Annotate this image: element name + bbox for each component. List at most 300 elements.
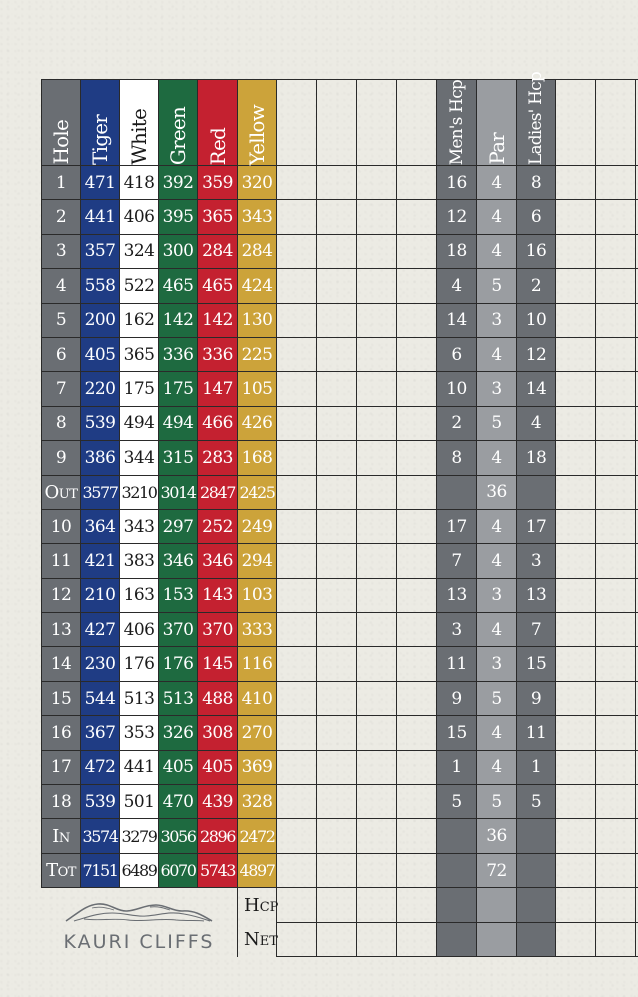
score-cell-player-3-score[interactable]	[357, 338, 397, 372]
header-hole	[41, 79, 81, 166]
red-tee-cell: 145	[198, 647, 238, 681]
red-tee-cell: 2896	[198, 819, 238, 853]
yellow-tee-cell: 4897	[238, 854, 277, 888]
score-cell-player-4-score[interactable]	[397, 854, 437, 888]
score-cell-player-6-score[interactable]	[596, 407, 636, 441]
net-cell-player-3-score[interactable]	[357, 923, 397, 957]
score-cell-player-6-score[interactable]	[596, 579, 636, 613]
score-cell-player-6-score[interactable]	[596, 269, 636, 303]
hole-cell: 6	[41, 338, 81, 372]
score-cell-player-3-score[interactable]	[357, 304, 397, 338]
score-cell-player-5-score[interactable]	[556, 854, 596, 888]
score-cell-player-5-score[interactable]	[556, 166, 596, 200]
par-cell: 4	[477, 510, 517, 544]
score-cell-player-1-score[interactable]	[277, 751, 317, 785]
score-cell-player-4-score[interactable]	[397, 682, 437, 716]
hcp-cell-player-6-score[interactable]	[596, 888, 636, 922]
net-cell-par	[477, 923, 517, 957]
score-cell-player-3-score[interactable]	[357, 441, 397, 475]
red-tee-cell: 439	[198, 785, 238, 819]
par-cell: 72	[477, 854, 517, 888]
score-cell-player-4-score[interactable]	[397, 372, 437, 406]
mens-hcp-cell	[437, 854, 477, 888]
score-cell-player-5-score[interactable]	[556, 304, 596, 338]
score-cell-player-3-score[interactable]	[357, 613, 397, 647]
ladies-hcp-cell	[517, 476, 556, 510]
ladies-hcp-cell: 2	[517, 269, 556, 303]
header-yellow-tee	[238, 79, 277, 166]
score-cell-player-6-score[interactable]	[596, 166, 636, 200]
score-cell-player-6-score[interactable]	[596, 544, 636, 578]
net-cell-player-6-score[interactable]	[596, 923, 636, 957]
mens-hcp-cell: 13	[437, 579, 477, 613]
net-cell-player-1-score[interactable]	[277, 923, 317, 957]
score-cell-player-4-score[interactable]	[397, 166, 437, 200]
score-cell-player-1-score[interactable]	[277, 476, 317, 510]
score-cell-player-1-score[interactable]	[277, 613, 317, 647]
header-player-3-score	[357, 79, 397, 166]
score-cell-player-5-score[interactable]	[556, 579, 596, 613]
net-cell-mens-hcp	[437, 923, 477, 957]
mens-hcp-cell: 4	[437, 269, 477, 303]
header-red-tee-label: Red	[205, 127, 230, 165]
score-cell-player-6-score[interactable]	[596, 441, 636, 475]
red-tee-cell: 5743	[198, 854, 238, 888]
mens-hcp-cell: 9	[437, 682, 477, 716]
score-cell-player-5-score[interactable]	[556, 751, 596, 785]
score-cell-player-2-score[interactable]	[317, 372, 357, 406]
score-cell-player-3-score[interactable]	[357, 166, 397, 200]
score-cell-player-5-score[interactable]	[556, 544, 596, 578]
yellow-tee-cell: 424	[238, 269, 277, 303]
score-cell-player-5-score[interactable]	[556, 510, 596, 544]
score-cell-player-4-score[interactable]	[397, 200, 437, 234]
score-cell-player-1-score[interactable]	[277, 854, 317, 888]
green-tee-cell: 142	[159, 304, 198, 338]
white-tee-cell: 162	[120, 304, 159, 338]
par-cell: 3	[477, 647, 517, 681]
score-cell-player-2-score[interactable]	[317, 716, 357, 750]
score-cell-player-5-score[interactable]	[556, 269, 596, 303]
red-tee-cell: 336	[198, 338, 238, 372]
red-tee-cell: 365	[198, 200, 238, 234]
score-cell-player-1-score[interactable]	[277, 235, 317, 269]
score-cell-player-5-score[interactable]	[556, 819, 596, 853]
score-cell-player-3-score[interactable]	[357, 510, 397, 544]
tiger-tee-cell: 539	[81, 785, 120, 819]
red-tee-cell: 2847	[198, 476, 238, 510]
white-tee-cell: 383	[120, 544, 159, 578]
white-tee-cell: 176	[120, 647, 159, 681]
header-par	[477, 79, 517, 166]
green-tee-cell: 336	[159, 338, 198, 372]
net-cell-player-2-score[interactable]	[317, 923, 357, 957]
white-tee-cell: 441	[120, 751, 159, 785]
score-cell-player-6-score[interactable]	[596, 200, 636, 234]
score-cell-player-3-score[interactable]	[357, 200, 397, 234]
white-tee-cell: 494	[120, 407, 159, 441]
header-ladies-hcp-label: Ladies' Hcp	[526, 71, 546, 165]
green-tee-cell: 392	[159, 166, 198, 200]
score-cell-player-3-score[interactable]	[357, 269, 397, 303]
hole-cell: 2	[41, 200, 81, 234]
par-cell: 3	[477, 304, 517, 338]
score-cell-player-1-score[interactable]	[277, 166, 317, 200]
score-cell-player-2-score[interactable]	[317, 304, 357, 338]
hcp-cell-mens-hcp	[437, 888, 477, 922]
green-tee-cell: 3014	[159, 476, 198, 510]
hole-cell: Out	[41, 476, 81, 510]
hole-cell: 11	[41, 544, 81, 578]
yellow-tee-cell: 328	[238, 785, 277, 819]
score-cell-player-1-score[interactable]	[277, 785, 317, 819]
tiger-tee-cell: 544	[81, 682, 120, 716]
ladies-hcp-cell	[517, 854, 556, 888]
header-ladies-hcp	[517, 71, 556, 166]
score-cell-player-4-score[interactable]	[397, 338, 437, 372]
header-green-tee	[159, 79, 198, 166]
score-cell-player-4-score[interactable]	[397, 476, 437, 510]
tiger-tee-cell: 200	[81, 304, 120, 338]
white-tee-cell: 3279	[120, 819, 159, 853]
white-tee-cell: 406	[120, 613, 159, 647]
header-green-tee-label: Green	[166, 106, 190, 165]
white-tee-cell: 175	[120, 372, 159, 406]
hole-cell: 15	[41, 682, 81, 716]
net-row-label: Net	[238, 923, 277, 957]
hcp-cell-player-5-score[interactable]	[556, 888, 596, 922]
score-cell-player-4-score[interactable]	[397, 647, 437, 681]
red-tee-cell: 143	[198, 579, 238, 613]
score-cell-player-6-score[interactable]	[596, 613, 636, 647]
score-cell-player-3-score[interactable]	[357, 682, 397, 716]
hcp-cell-player-2-score[interactable]	[317, 888, 357, 922]
red-tee-cell: 488	[198, 682, 238, 716]
tiger-tee-cell: 386	[81, 441, 120, 475]
score-cell-player-4-score[interactable]	[397, 716, 437, 750]
white-tee-cell: 406	[120, 200, 159, 234]
header-tiger-tee-label: Tiger	[88, 115, 112, 165]
green-tee-cell: 470	[159, 785, 198, 819]
score-cell-player-1-score[interactable]	[277, 579, 317, 613]
white-tee-cell: 501	[120, 785, 159, 819]
mens-hcp-cell: 8	[437, 441, 477, 475]
score-cell-player-3-score[interactable]	[357, 407, 397, 441]
score-cell-player-6-score[interactable]	[596, 716, 636, 750]
hole-cell: 17	[41, 751, 81, 785]
hole-cell: 12	[41, 579, 81, 613]
red-tee-cell: 465	[198, 269, 238, 303]
score-cell-player-2-score[interactable]	[317, 166, 357, 200]
score-cell-player-1-score[interactable]	[277, 441, 317, 475]
score-cell-player-6-score[interactable]	[596, 854, 636, 888]
score-cell-player-1-score[interactable]	[277, 716, 317, 750]
score-cell-player-2-score[interactable]	[317, 441, 357, 475]
par-cell: 3	[477, 579, 517, 613]
score-cell-player-2-score[interactable]	[317, 647, 357, 681]
score-cell-player-4-score[interactable]	[397, 304, 437, 338]
score-cell-player-1-score[interactable]	[277, 304, 317, 338]
score-cell-player-2-score[interactable]	[317, 854, 357, 888]
hole-cell: 5	[41, 304, 81, 338]
mens-hcp-cell	[437, 819, 477, 853]
score-cell-player-2-score[interactable]	[317, 751, 357, 785]
green-tee-cell: 465	[159, 269, 198, 303]
ladies-hcp-cell: 13	[517, 579, 556, 613]
header-par-label: Par	[484, 133, 509, 165]
ladies-hcp-cell: 8	[517, 166, 556, 200]
green-tee-cell: 297	[159, 510, 198, 544]
score-cell-player-6-score[interactable]	[596, 751, 636, 785]
score-cell-player-4-score[interactable]	[397, 269, 437, 303]
score-cell-player-6-score[interactable]	[596, 682, 636, 716]
white-tee-cell: 522	[120, 269, 159, 303]
mountain-cliffs-icon	[64, 899, 214, 925]
green-tee-cell: 513	[159, 682, 198, 716]
score-cell-player-6-score[interactable]	[596, 647, 636, 681]
score-cell-player-6-score[interactable]	[596, 819, 636, 853]
score-cell-player-1-score[interactable]	[277, 200, 317, 234]
score-cell-player-5-score[interactable]	[556, 647, 596, 681]
score-cell-player-4-score[interactable]	[397, 751, 437, 785]
score-cell-player-4-score[interactable]	[397, 579, 437, 613]
score-cell-player-4-score[interactable]	[397, 441, 437, 475]
yellow-tee-cell: 168	[238, 441, 277, 475]
mens-hcp-cell: 6	[437, 338, 477, 372]
mens-hcp-cell: 10	[437, 372, 477, 406]
hole-cell: 8	[41, 407, 81, 441]
score-cell-player-5-score[interactable]	[556, 785, 596, 819]
score-cell-player-5-score[interactable]	[556, 200, 596, 234]
score-cell-player-4-score[interactable]	[397, 819, 437, 853]
score-cell-player-2-score[interactable]	[317, 544, 357, 578]
score-cell-player-2-score[interactable]	[317, 269, 357, 303]
score-cell-player-3-score[interactable]	[357, 372, 397, 406]
hole-cell: 1	[41, 166, 81, 200]
mens-hcp-cell: 1	[437, 751, 477, 785]
net-cell-ladies-hcp	[517, 923, 556, 957]
score-cell-player-2-score[interactable]	[317, 785, 357, 819]
score-cell-player-2-score[interactable]	[317, 579, 357, 613]
score-cell-player-4-score[interactable]	[397, 544, 437, 578]
yellow-tee-cell: 426	[238, 407, 277, 441]
par-cell: 4	[477, 716, 517, 750]
green-tee-cell: 405	[159, 751, 198, 785]
green-tee-cell: 326	[159, 716, 198, 750]
ladies-hcp-cell: 5	[517, 785, 556, 819]
white-tee-cell: 6489	[120, 854, 159, 888]
score-cell-player-2-score[interactable]	[317, 510, 357, 544]
tiger-tee-cell: 441	[81, 200, 120, 234]
score-cell-player-4-score[interactable]	[397, 613, 437, 647]
score-cell-player-3-score[interactable]	[357, 854, 397, 888]
white-tee-cell: 353	[120, 716, 159, 750]
hcp-cell-player-1-score[interactable]	[277, 888, 317, 922]
hcp-cell-player-4-score[interactable]	[397, 888, 437, 922]
score-cell-player-1-score[interactable]	[277, 682, 317, 716]
score-cell-player-6-score[interactable]	[596, 372, 636, 406]
tiger-tee-cell: 364	[81, 510, 120, 544]
green-tee-cell: 494	[159, 407, 198, 441]
score-cell-player-1-score[interactable]	[277, 338, 317, 372]
score-cell-player-3-score[interactable]	[357, 819, 397, 853]
tiger-tee-cell: 421	[81, 544, 120, 578]
score-cell-player-2-score[interactable]	[317, 235, 357, 269]
par-cell: 4	[477, 441, 517, 475]
yellow-tee-cell: 2425	[238, 476, 277, 510]
header-player-4-score	[397, 79, 437, 166]
hole-cell: 16	[41, 716, 81, 750]
par-cell: 4	[477, 166, 517, 200]
tiger-tee-cell: 367	[81, 716, 120, 750]
score-cell-player-2-score[interactable]	[317, 338, 357, 372]
score-cell-player-1-score[interactable]	[277, 544, 317, 578]
score-cell-player-2-score[interactable]	[317, 682, 357, 716]
tiger-tee-cell: 539	[81, 407, 120, 441]
ladies-hcp-cell: 16	[517, 235, 556, 269]
mens-hcp-cell: 14	[437, 304, 477, 338]
ladies-hcp-cell: 12	[517, 338, 556, 372]
score-cell-player-4-score[interactable]	[397, 510, 437, 544]
red-tee-cell: 405	[198, 751, 238, 785]
green-tee-cell: 300	[159, 235, 198, 269]
score-cell-player-3-score[interactable]	[357, 647, 397, 681]
yellow-tee-cell: 2472	[238, 819, 277, 853]
ladies-hcp-cell: 9	[517, 682, 556, 716]
yellow-tee-cell: 294	[238, 544, 277, 578]
red-tee-cell: 359	[198, 166, 238, 200]
green-tee-cell: 370	[159, 613, 198, 647]
white-tee-cell: 163	[120, 579, 159, 613]
header-tiger-tee	[81, 79, 120, 166]
yellow-tee-cell: 105	[238, 372, 277, 406]
score-cell-player-4-score[interactable]	[397, 407, 437, 441]
kauri-cliffs-logo	[41, 888, 238, 957]
yellow-tee-cell: 103	[238, 579, 277, 613]
mens-hcp-cell: 11	[437, 647, 477, 681]
par-cell: 3	[477, 372, 517, 406]
tiger-tee-cell: 3577	[81, 476, 120, 510]
net-cell-player-5-score[interactable]	[556, 923, 596, 957]
score-cell-player-5-score[interactable]	[556, 235, 596, 269]
score-cell-player-2-score[interactable]	[317, 200, 357, 234]
yellow-tee-cell: 343	[238, 200, 277, 234]
tiger-tee-cell: 558	[81, 269, 120, 303]
red-tee-cell: 283	[198, 441, 238, 475]
ladies-hcp-cell: 4	[517, 407, 556, 441]
score-cell-player-1-score[interactable]	[277, 647, 317, 681]
score-cell-player-5-score[interactable]	[556, 682, 596, 716]
ladies-hcp-cell: 11	[517, 716, 556, 750]
green-tee-cell: 3056	[159, 819, 198, 853]
yellow-tee-cell: 225	[238, 338, 277, 372]
yellow-tee-cell: 130	[238, 304, 277, 338]
mens-hcp-cell: 18	[437, 235, 477, 269]
hcp-row-label: Hcp	[238, 888, 277, 922]
score-cell-player-1-score[interactable]	[277, 407, 317, 441]
red-tee-cell: 308	[198, 716, 238, 750]
score-cell-player-1-score[interactable]	[277, 372, 317, 406]
score-cell-player-5-score[interactable]	[556, 613, 596, 647]
score-cell-player-3-score[interactable]	[357, 544, 397, 578]
score-cell-player-5-score[interactable]	[556, 407, 596, 441]
score-cell-player-3-score[interactable]	[357, 476, 397, 510]
score-cell-player-6-score[interactable]	[596, 476, 636, 510]
green-tee-cell: 6070	[159, 854, 198, 888]
ladies-hcp-cell: 17	[517, 510, 556, 544]
header-mens-hcp	[437, 79, 477, 166]
score-cell-player-3-score[interactable]	[357, 235, 397, 269]
green-tee-cell: 153	[159, 579, 198, 613]
score-cell-player-6-score[interactable]	[596, 785, 636, 819]
score-cell-player-4-score[interactable]	[397, 785, 437, 819]
score-cell-player-6-score[interactable]	[596, 338, 636, 372]
hole-cell: 7	[41, 372, 81, 406]
yellow-tee-cell: 284	[238, 235, 277, 269]
score-cell-player-2-score[interactable]	[317, 407, 357, 441]
mens-hcp-cell: 3	[437, 613, 477, 647]
score-cell-player-3-score[interactable]	[357, 716, 397, 750]
white-tee-cell: 418	[120, 166, 159, 200]
red-tee-cell: 147	[198, 372, 238, 406]
hcp-cell-par	[477, 888, 517, 922]
score-cell-player-2-score[interactable]	[317, 613, 357, 647]
score-cell-player-5-score[interactable]	[556, 716, 596, 750]
logo-text: KAURI CLIFFS	[63, 930, 215, 953]
mens-hcp-cell: 12	[437, 200, 477, 234]
red-tee-cell: 142	[198, 304, 238, 338]
score-cell-player-3-score[interactable]	[357, 751, 397, 785]
hole-cell: 18	[41, 785, 81, 819]
ladies-hcp-cell: 1	[517, 751, 556, 785]
yellow-tee-cell: 333	[238, 613, 277, 647]
score-cell-player-1-score[interactable]	[277, 819, 317, 853]
score-cell-player-1-score[interactable]	[277, 269, 317, 303]
red-tee-cell: 370	[198, 613, 238, 647]
par-cell: 4	[477, 751, 517, 785]
hcp-cell-player-3-score[interactable]	[357, 888, 397, 922]
score-cell-player-3-score[interactable]	[357, 579, 397, 613]
score-cell-player-5-score[interactable]	[556, 338, 596, 372]
header-player-6-score	[596, 79, 636, 166]
tiger-tee-cell: 7151	[81, 854, 120, 888]
score-cell-player-1-score[interactable]	[277, 510, 317, 544]
par-cell: 4	[477, 338, 517, 372]
score-cell-player-6-score[interactable]	[596, 304, 636, 338]
score-cell-player-5-score[interactable]	[556, 476, 596, 510]
score-cell-player-3-score[interactable]	[357, 785, 397, 819]
score-cell-player-2-score[interactable]	[317, 819, 357, 853]
score-cell-player-5-score[interactable]	[556, 372, 596, 406]
hole-cell: Tot	[41, 854, 81, 888]
score-cell-player-2-score[interactable]	[317, 476, 357, 510]
par-cell: 36	[477, 476, 517, 510]
hcp-cell-ladies-hcp	[517, 888, 556, 922]
red-tee-cell: 346	[198, 544, 238, 578]
ladies-hcp-cell	[517, 819, 556, 853]
score-cell-player-6-score[interactable]	[596, 235, 636, 269]
yellow-tee-cell: 320	[238, 166, 277, 200]
hole-cell: 3	[41, 235, 81, 269]
score-cell-player-4-score[interactable]	[397, 235, 437, 269]
score-cell-player-6-score[interactable]	[596, 510, 636, 544]
mens-hcp-cell: 17	[437, 510, 477, 544]
mens-hcp-cell: 5	[437, 785, 477, 819]
red-tee-cell: 252	[198, 510, 238, 544]
net-cell-player-4-score[interactable]	[397, 923, 437, 957]
score-cell-player-5-score[interactable]	[556, 441, 596, 475]
par-cell: 4	[477, 544, 517, 578]
